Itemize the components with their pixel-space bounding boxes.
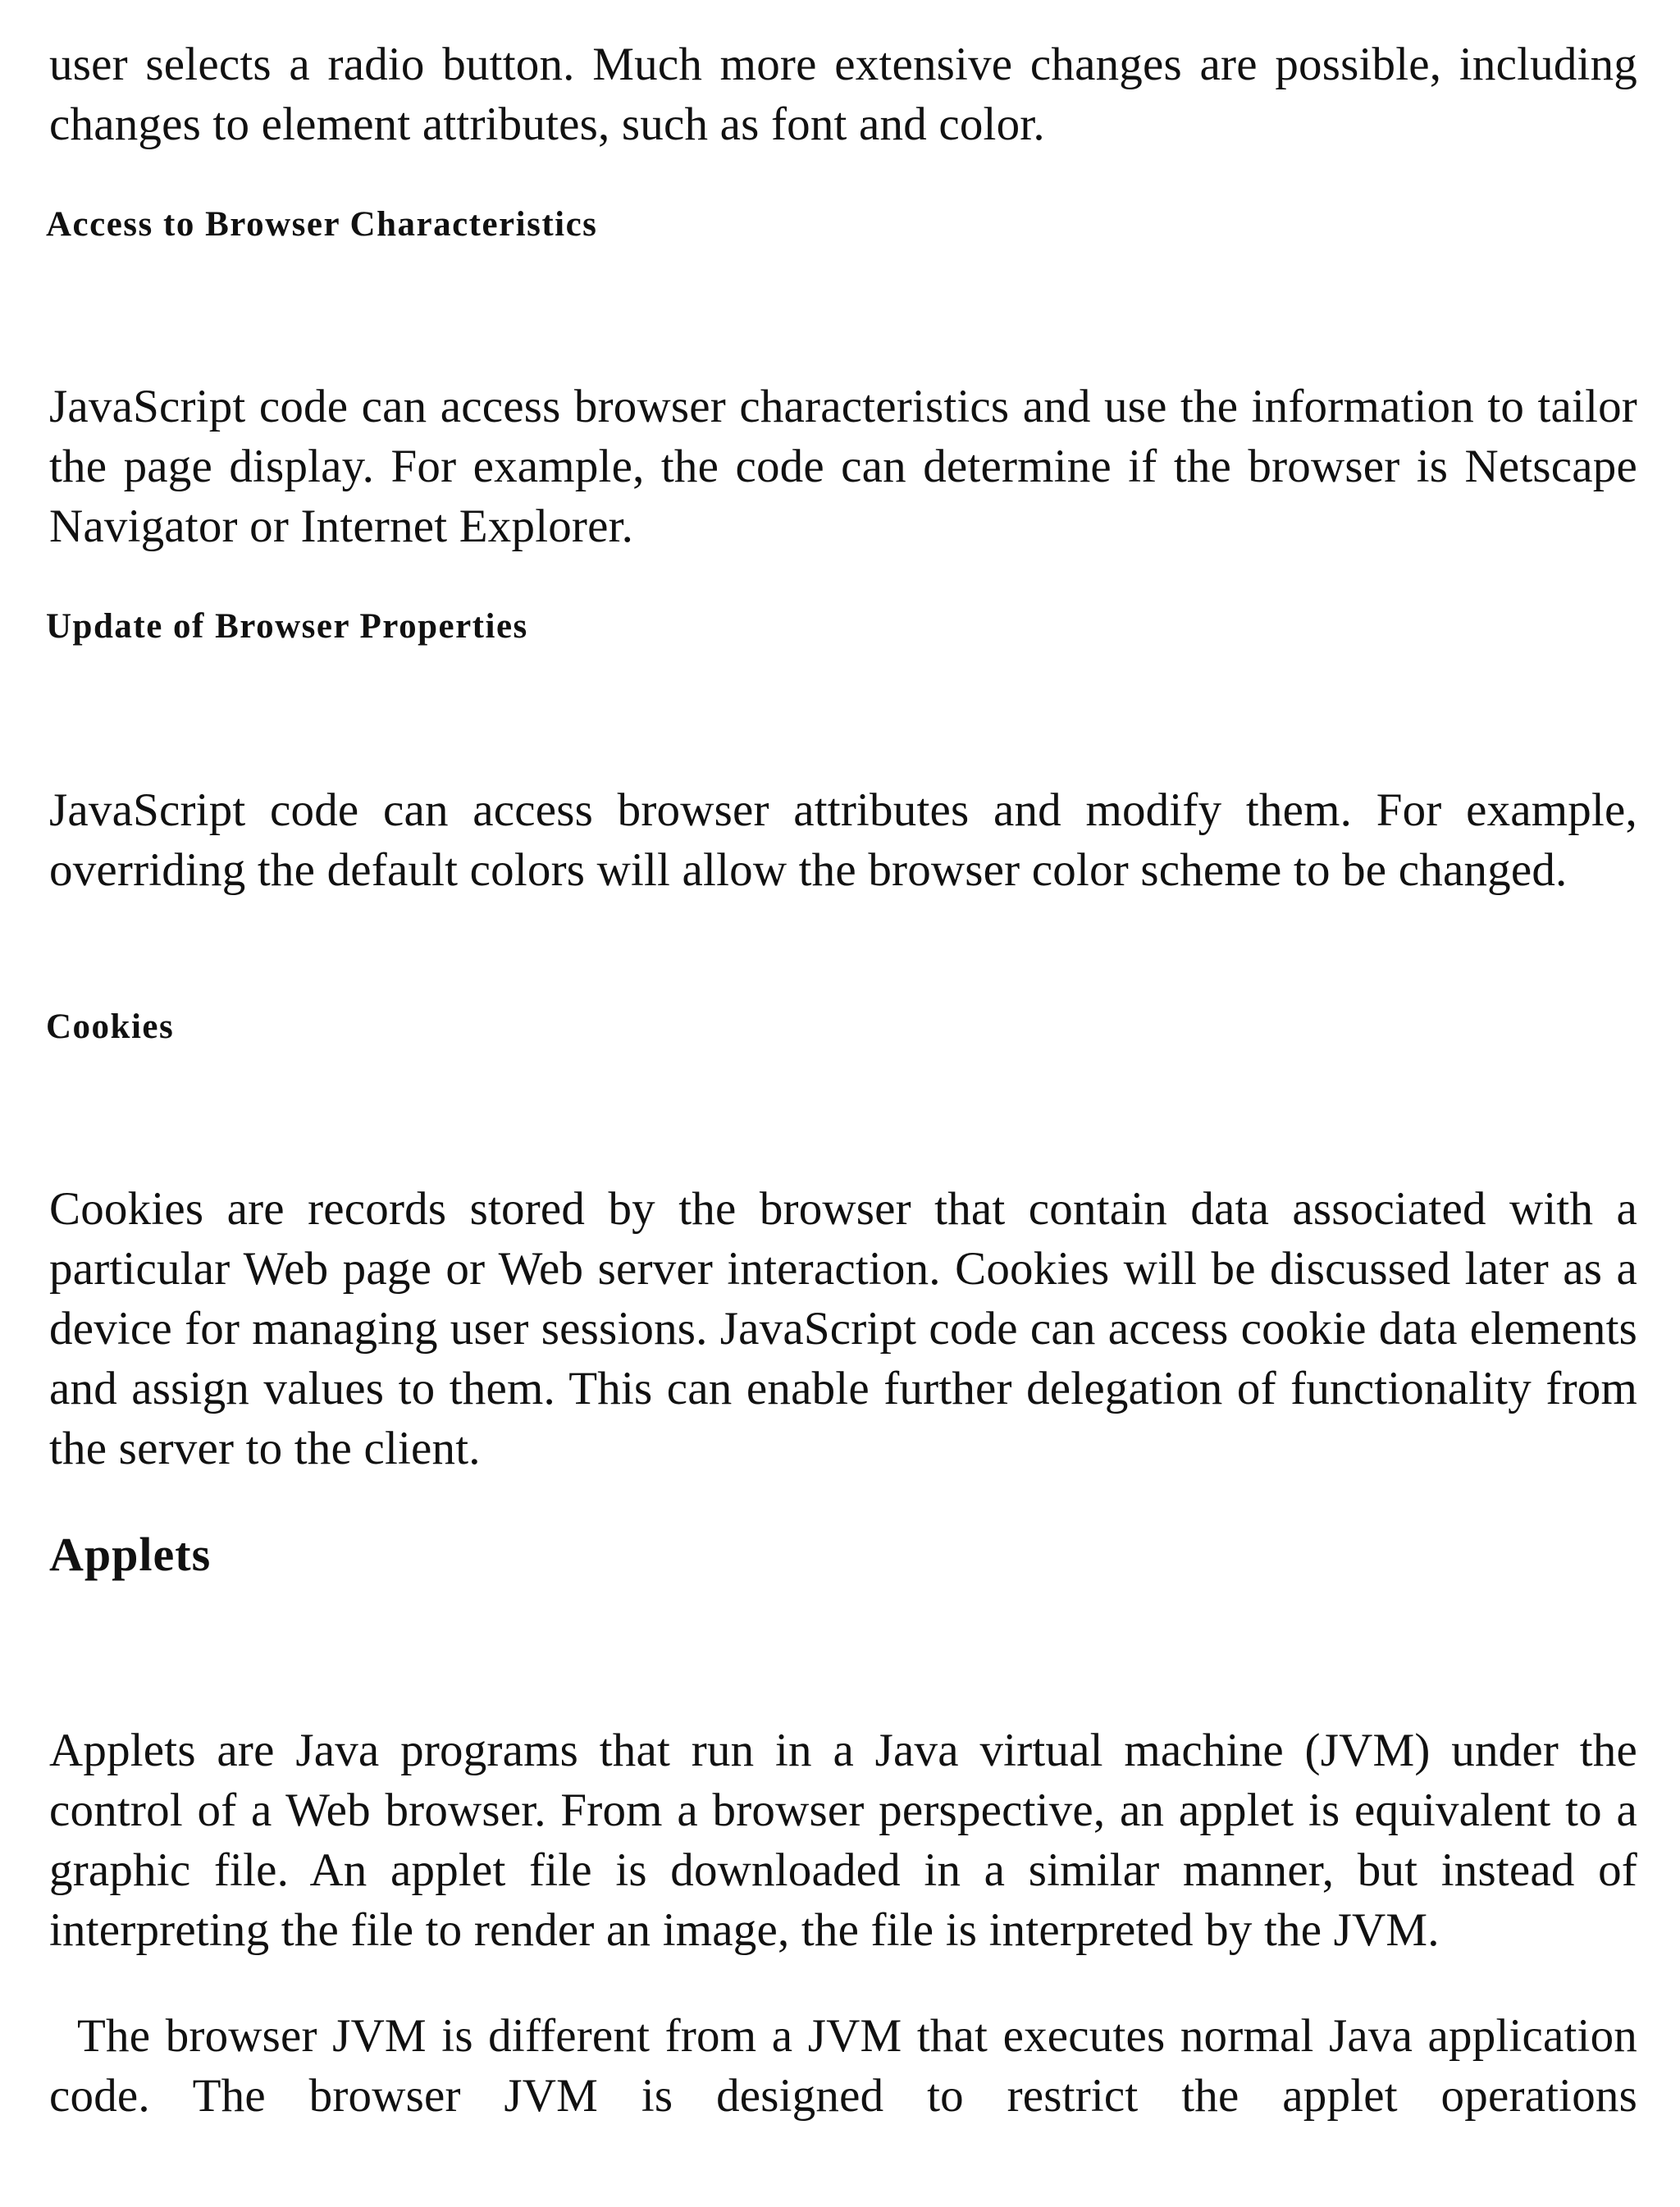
browser-characteristics-paragraph: JavaScript code can access browser characteristics and use the information to tailor the page display. For example, the code can determine if the browser is Netscape Navigator or Internet Explorer.	[49, 381, 1637, 552]
applets-paragraph-2: The browser JVM is different from a JVM that executes normal Java application code. The browser JVM is designed to restrict the applet operations	[49, 2010, 1637, 2122]
browser-characteristics-heading: Access to Browser Characteristics	[46, 205, 598, 244]
browser-properties-heading: Update of Browser Properties	[46, 607, 528, 646]
cookies-paragraph: Cookies are records stored by the browser that contain data associated with a particular Web page or Web server interaction. Cookies will be discussed later as a device for managing user sessions. JavaScript code can access cookie data elements and assign values to them. This can enable further delegation of functionality from the server to the client.	[49, 1183, 1637, 1474]
browser-properties-paragraph: JavaScript code can access browser attributes and modify them. For example, overriding the default colors will allow the browser color scheme to be changed.	[49, 784, 1637, 896]
applets-heading: Applets	[49, 1528, 212, 1581]
intro-paragraph: user selects a radio button. Much more extensive changes are possible, including changes to element attributes, such as font and color.	[49, 39, 1637, 150]
applets-paragraph-1: Applets are Java programs that run in a Java virtual machine (JVM) under the control of a Web browser. From a browser perspective, an applet is equivalent to a graphic file. An applet file is downloaded in a similar manner, but instead of interpreting the file to render an image, the file is interpreted by the JVM.	[49, 1725, 1637, 1956]
cookies-heading: Cookies	[46, 1008, 175, 1046]
